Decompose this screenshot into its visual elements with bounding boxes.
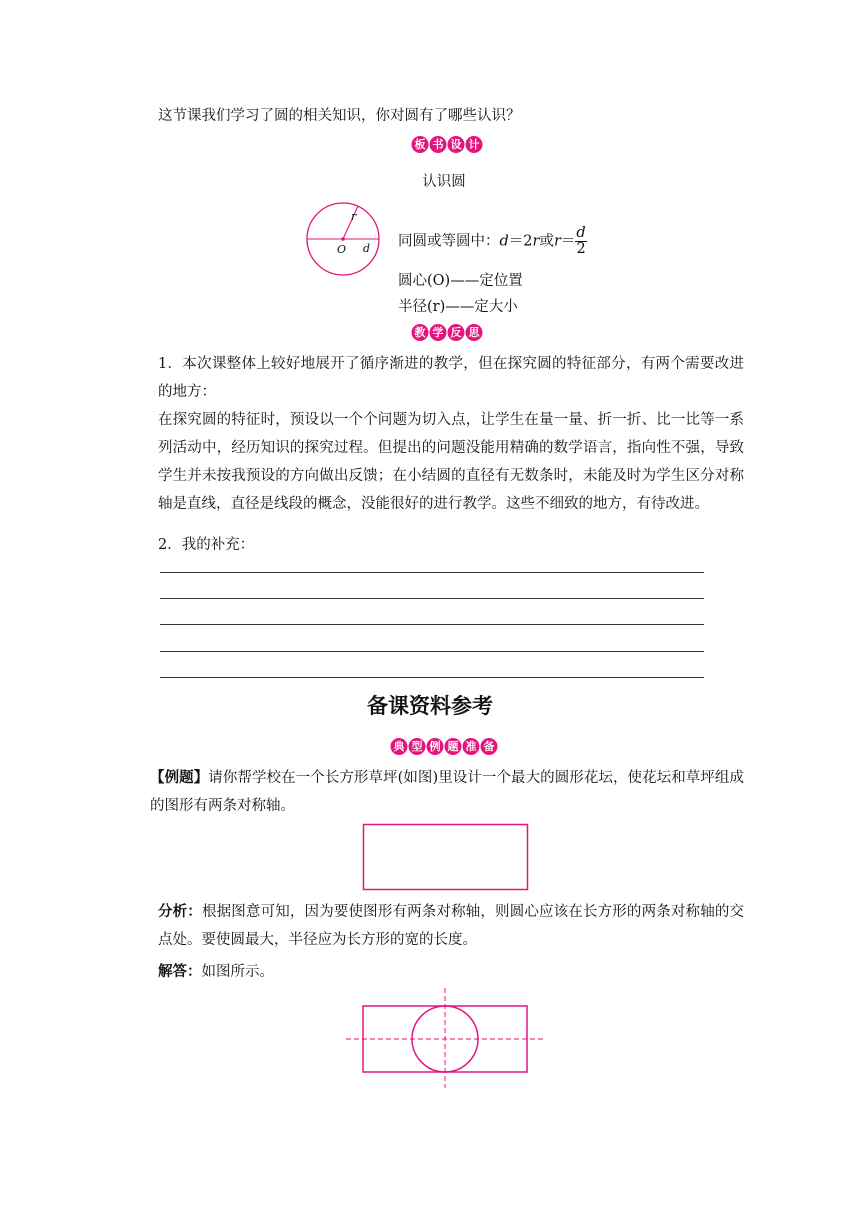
board-note-center: 圆心(O)——定位置 bbox=[398, 273, 523, 289]
example-label: 【例题】 bbox=[150, 770, 209, 786]
badge-char: 教 bbox=[412, 324, 429, 341]
badge-char: 题 bbox=[445, 738, 462, 755]
formula-r2: r bbox=[553, 233, 561, 250]
blank-line bbox=[160, 624, 704, 625]
badge-char: 思 bbox=[466, 324, 483, 341]
badge-char: 板 bbox=[412, 136, 429, 153]
badge-char: 设 bbox=[448, 136, 465, 153]
analysis-paragraph bbox=[158, 898, 744, 954]
analysis-label: 分析： bbox=[158, 904, 202, 920]
intro-question: 这节课我们学习了圆的相关知识，你对圆有了哪些认识？ bbox=[158, 108, 521, 124]
answer-label: 解答： bbox=[158, 964, 202, 980]
example-text: 请你帮学校在一个长方形草坪(如图)里设计一个最大的圆形花坛，使花坛和草坪组成的图形有两条对称轴。 bbox=[150, 770, 745, 814]
fraction-denominator: 2 bbox=[576, 241, 586, 257]
label-O: O bbox=[337, 243, 347, 256]
blank-line bbox=[160, 677, 704, 678]
formula-or: 或 bbox=[539, 233, 554, 250]
formula-r: r bbox=[532, 233, 540, 250]
badge-char: 型 bbox=[409, 738, 426, 755]
blank-line bbox=[160, 572, 704, 573]
badge-char: 备 bbox=[481, 738, 498, 755]
center-dot bbox=[341, 237, 345, 241]
badge-char: 例 bbox=[427, 738, 444, 755]
example-problem bbox=[150, 764, 744, 820]
analysis-text: 根据图意可知，因为要使图形有两条对称轴，则圆心应该在长方形的两条对称轴的交点处。要使圆最大，半径应为长方形的宽的长度。 bbox=[158, 904, 745, 948]
note-prefix: 同圆或等圆中： bbox=[398, 233, 500, 250]
formula-eq: ＝ bbox=[560, 233, 576, 250]
label-r: r bbox=[351, 210, 357, 223]
answer-line bbox=[158, 960, 274, 981]
badge-teaching-reflection bbox=[412, 324, 483, 342]
reflection-point-2: 2．我的补充： bbox=[158, 537, 255, 553]
fraction-d-over-2 bbox=[575, 226, 586, 257]
board-note-formula bbox=[398, 226, 587, 257]
badge-char: 典 bbox=[391, 738, 408, 755]
badge-char: 准 bbox=[463, 738, 480, 755]
answer-figure bbox=[344, 986, 546, 1090]
formula-eq2: ＝2 bbox=[508, 233, 533, 250]
section-title: 备课资料参考 bbox=[367, 694, 493, 718]
badge-typical-examples bbox=[391, 738, 498, 756]
badge-char: 书 bbox=[430, 136, 447, 153]
fraction-numerator: d bbox=[576, 225, 586, 241]
lawn-rectangle bbox=[364, 825, 528, 890]
board-title: 认识圆 bbox=[422, 174, 466, 190]
board-note-radius: 半径(r)——定大小 bbox=[398, 299, 518, 315]
circle-diagram bbox=[303, 200, 385, 278]
blank-line bbox=[160, 651, 704, 652]
answer-text: 如图所示。 bbox=[201, 964, 274, 980]
badge-char: 反 bbox=[448, 324, 465, 341]
lawn-rectangle-figure bbox=[362, 823, 530, 893]
label-d: d bbox=[363, 242, 371, 255]
reflection-paragraph: 在探究圆的特征时，预设以一个个问题为切入点，让学生在量一量、折一折、比一比等一系列活动中，经历知识的探究过程。但提出的问题没能用精确的数学语言，指向性不强，导致学生并未按我预设的方向做出反馈；在小结圆的直径有无数条时，未能及时为学生区分对称轴是直线，直径是线段的概念，没能很好的进行教学。这些不细致的地方，有待改进。 bbox=[158, 412, 744, 512]
badge-board-design bbox=[412, 136, 483, 154]
formula-d: d bbox=[499, 233, 509, 250]
reflection-point-1: 1．本次课整体上较好地展开了循序渐进的教学，但在探究圆的特征部分，有两个需要改进的地方： bbox=[158, 356, 744, 400]
blank-line bbox=[160, 598, 704, 599]
badge-char: 学 bbox=[430, 324, 447, 341]
badge-char: 计 bbox=[466, 136, 483, 153]
